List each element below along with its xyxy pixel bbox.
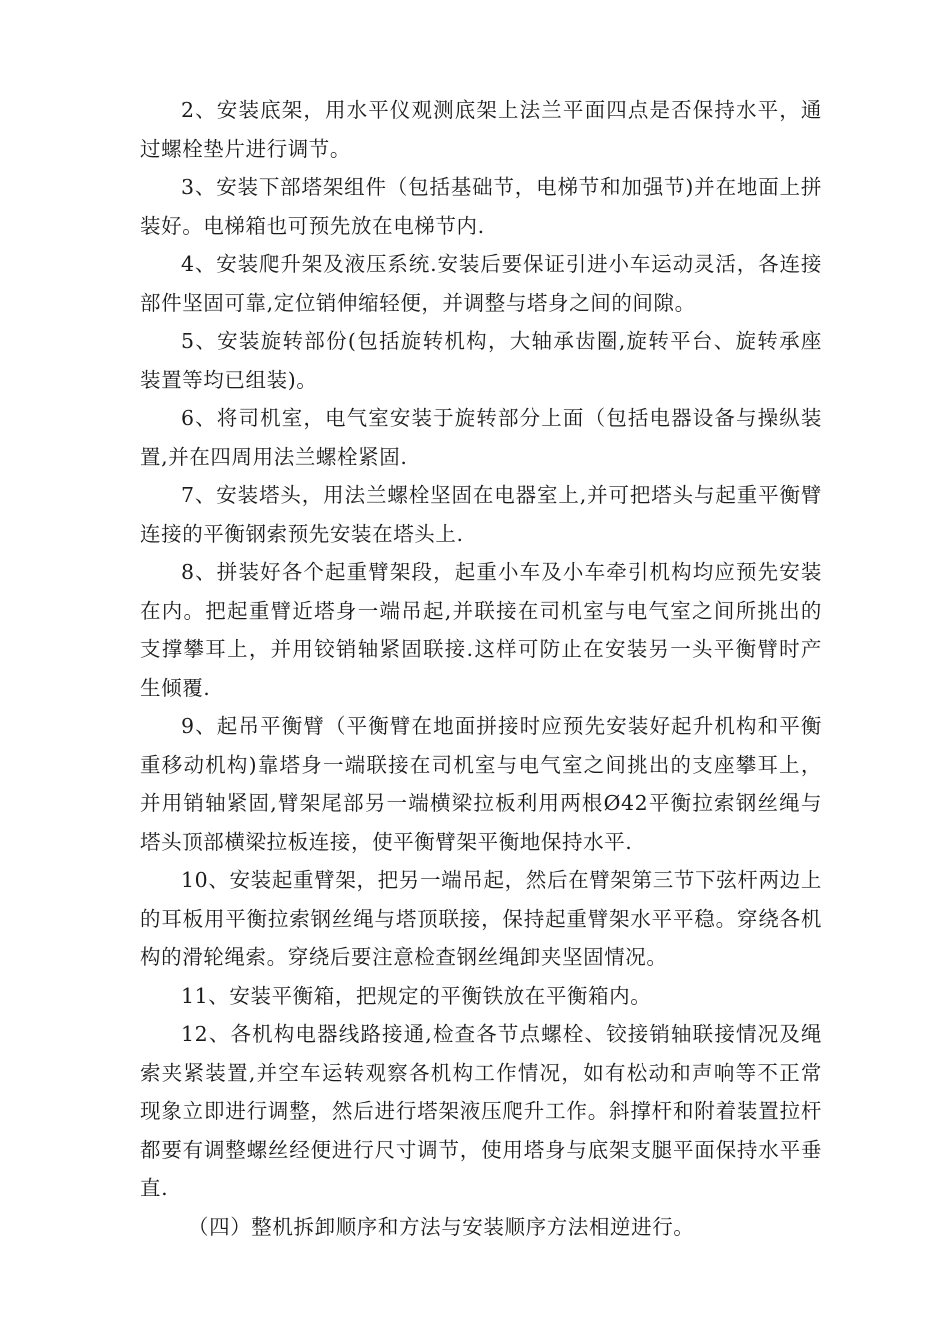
paragraph-step-7: 7、安装塔头，用法兰螺栓坚固在电器室上,并可把塔头与起重平衡臂连接的平衡钢索预先安装在塔头上.: [140, 483, 822, 546]
paragraph-step-4: 4、安装爬升架及液压系统.安装后要保证引进小车运动灵活，各连接部件坚固可靠,定位销伸缩轻便，并调整与塔身之间的间隙。: [140, 252, 822, 315]
paragraph-step-10: 10、安装起重臂架，把另一端吊起，然后在臂架第三节下弦杆两边上的耳板用平衡拉索钢丝绳与塔顶联接，保持起重臂架水平平稳。穿绕各机构的滑轮绳索。穿绕后要注意检查钢丝绳卸夹坚固情况。: [140, 868, 822, 969]
paragraph-step-5: 5、安装旋转部份(包括旋转机构，大轴承齿圈,旋转平台、旋转承座装置等均已组装)。: [140, 329, 822, 392]
paragraph-step-2: 2、安装底架，用水平仪观测底架上法兰平面四点是否保持水平，通过螺栓垫片进行调节。: [140, 98, 822, 161]
paragraph-step-6: 6、将司机室，电气室安装于旋转部分上面（包括电器设备与操纵装置,并在四周用法兰螺栓紧固.: [140, 406, 822, 469]
paragraph-step-12: 12、各机构电器线路接通,检查各节点螺栓、铰接销轴联接情况及绳索夹紧装置,并空车运转观察各机构工作情况，如有松动和声响等不正常现象立即进行调整，然后进行塔架液压爬升工作。斜撑杆和附着装置拉杆都要有调整螺丝经便进行尺寸调节，使用塔身与底架支腿平面保持水平垂直.: [140, 1022, 822, 1200]
paragraph-step-8: 8、拼装好各个起重臂架段，起重小车及小车牵引机构均应预先安装在内。把起重臂近塔身一端吊起,并联接在司机室与电气室之间所挑出的支撑攀耳上，并用铰销轴紧固联接.这样可防止在安装另一头平衡臂时产生倾覆.: [140, 560, 822, 700]
paragraph-step-3: 3、安装下部塔架组件（包括基础节，电梯节和加强节)并在地面上拼装好。电梯箱也可预先放在电梯节内.: [140, 175, 822, 238]
document-body: [140, 91, 822, 1246]
paragraph-step-11: 11、安装平衡箱，把规定的平衡铁放在平衡箱内。: [181, 983, 652, 1008]
paragraph-step-9: 9、起吊平衡臂（平衡臂在地面拼接时应预先安装好起升机构和平衡重移动机构)靠塔身一端联接在司机室与电气室之间挑出的支座攀耳上，并用销轴紧固,臂架尾部另一端横梁拉板利用两根Ø42平衡拉索钢丝绳与塔头顶部横梁拉板连接，使平衡臂架平衡地保持水平.: [140, 714, 822, 854]
section-heading-disassembly: （四）整机拆卸顺序和方法与安装顺序方法相逆进行。: [188, 1214, 695, 1239]
